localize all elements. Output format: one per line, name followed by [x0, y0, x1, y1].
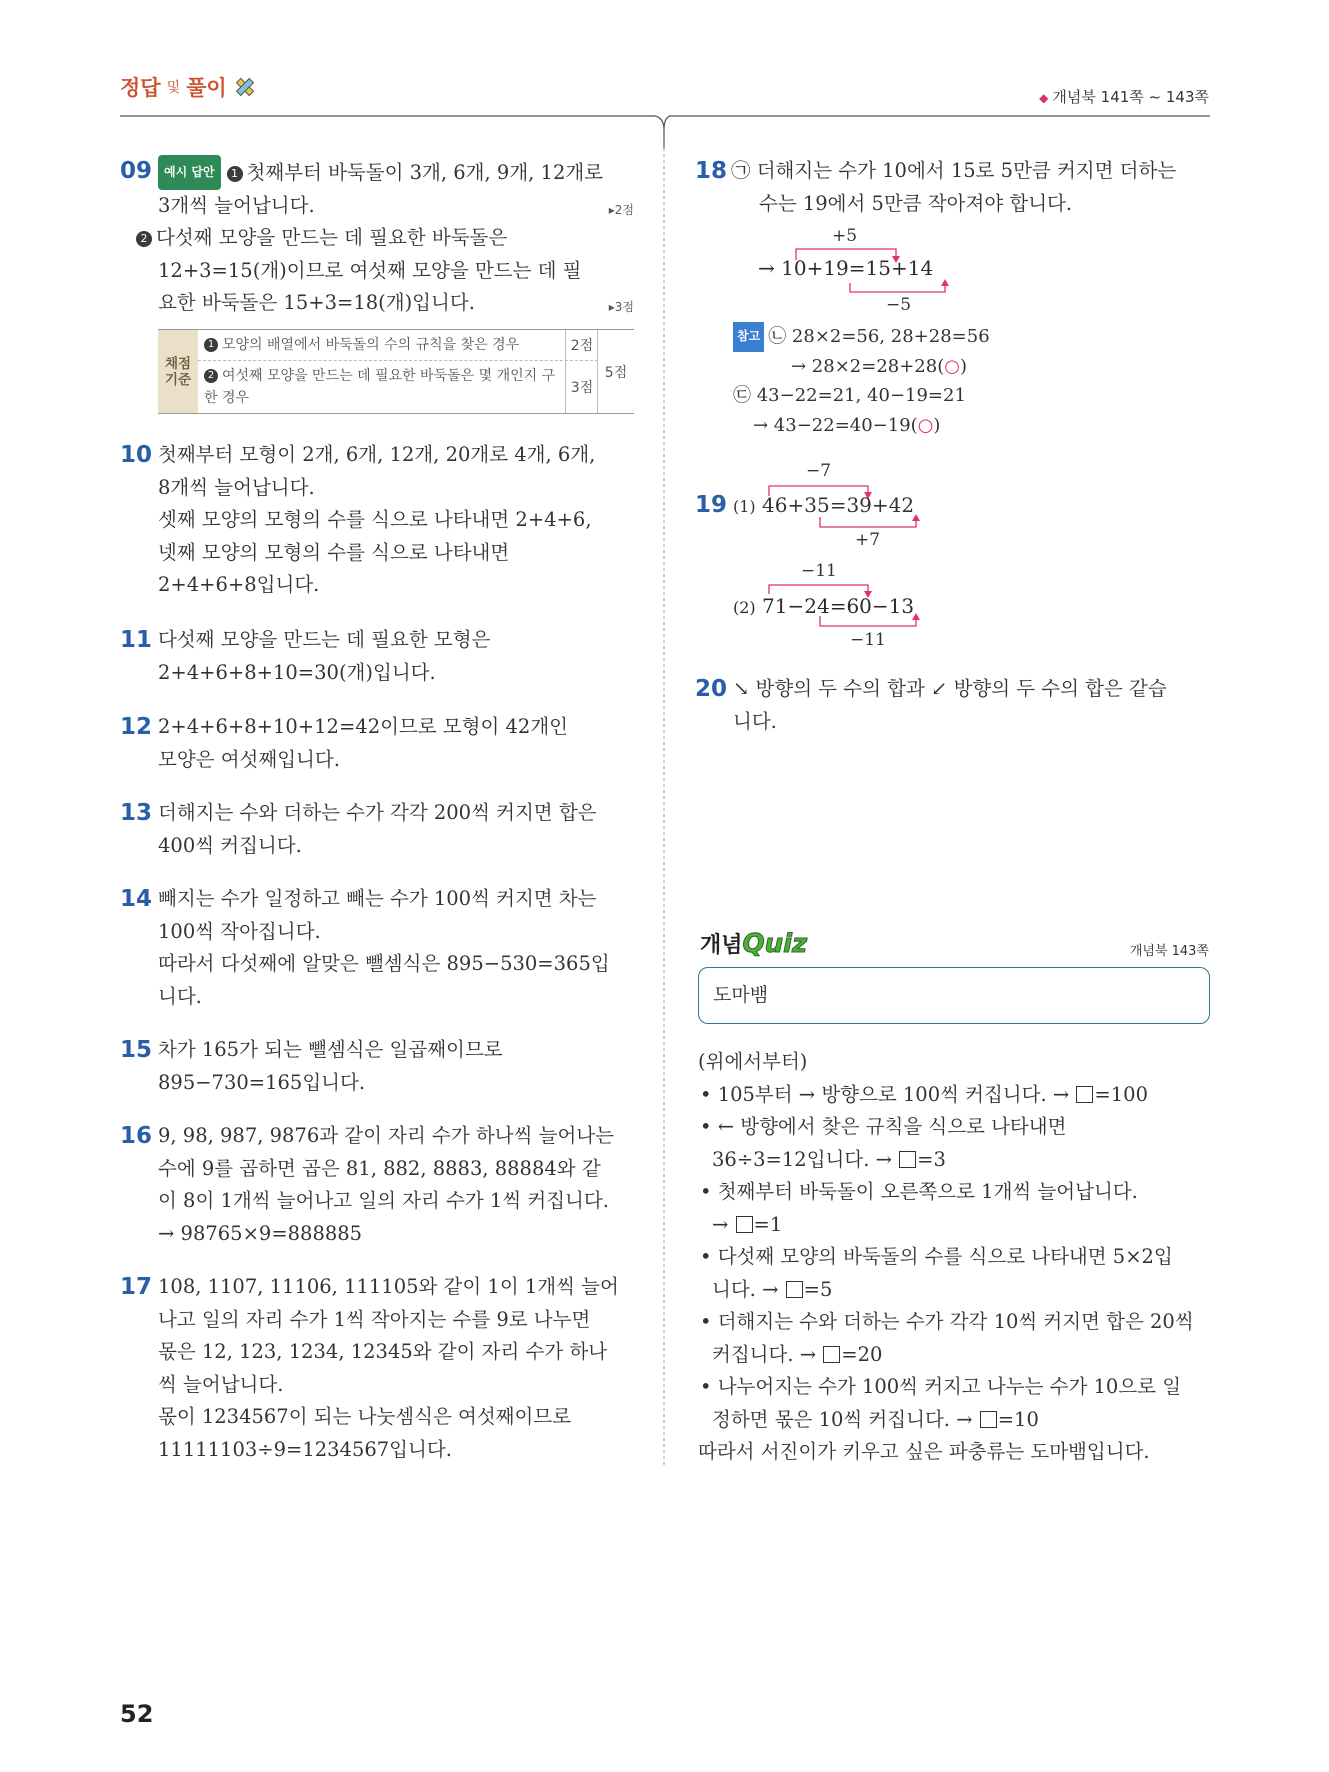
answer-line: 셋째 모양의 모형의 수를 식으로 나타내면 2+4+6, [158, 508, 592, 531]
answer-line: 9, 98, 987, 9876과 같이 자리 수가 하나씩 늘어나는 [158, 1124, 614, 1147]
change-label: +7 [855, 530, 881, 550]
note-line: → 28×2=28+28( [791, 355, 945, 377]
answer-line: 895−730=165입니다. [158, 1070, 366, 1094]
question-number: 13 [120, 800, 153, 826]
question-number: 09 [120, 158, 153, 184]
change-label: −7 [806, 461, 832, 481]
answer-line: 첫째부터 모형이 2개, 6개, 12개, 20개로 4개, 6개, [158, 443, 596, 466]
quiz-item: • 나누어지는 수가 100씩 커지고 나누는 수가 10으로 일 [700, 1375, 1182, 1398]
step-marker: 1 [227, 166, 243, 182]
answer-line: 8개씩 늘어납니다. [158, 475, 315, 499]
answer-line: 씩 늘어납니다. [158, 1372, 284, 1396]
question-19 [695, 489, 1211, 524]
change-label: −11 [850, 630, 886, 650]
answer-line: 니다. [158, 984, 202, 1008]
quiz-item: • 105부터 → 방향으로 100씩 커집니다. → =100 [700, 1082, 1148, 1106]
note-line: → 43−22=40−19( [753, 414, 918, 436]
quiz-item: • 다섯째 모양의 바둑돌의 수를 식으로 나타내면 5×2입 [700, 1245, 1173, 1268]
step-marker: 2 [204, 369, 218, 383]
step-marker: 2 [136, 231, 152, 247]
grading-points: 3점 [565, 361, 598, 413]
answer-line: 첫째부터 바둑돌이 3개, 6개, 9개, 12개로 [246, 161, 604, 184]
answer-line: 요한 바둑돌은 15+3=18(개)입니다. [158, 291, 475, 314]
part-label: (1) [733, 497, 756, 516]
equation: 71−24=60−13 [762, 594, 915, 618]
quiz-item: 니다. → =5 [712, 1277, 833, 1301]
quiz-item: • 첫째부터 바둑돌이 오른쪽으로 1개씩 늘어납니다. [700, 1180, 1138, 1203]
blank-box-icon [786, 1281, 803, 1298]
answer-line: 이 8이 1개씩 늘어나고 일의 자리 수가 1씩 커집니다. [158, 1189, 609, 1212]
answer-line: 모양은 여섯째입니다. [158, 747, 340, 771]
question-number: 20 [695, 676, 728, 702]
grading-points: 2점 [565, 330, 598, 360]
item-marker: ㉠ [731, 159, 751, 182]
question-number: 15 [120, 1037, 153, 1063]
equation: 10+19=15+14 [781, 256, 934, 280]
blank-box-icon [980, 1411, 997, 1428]
note-line: ㉢ 43−22=21, 40−19=21 [733, 385, 966, 406]
grading-criterion: 모양의 배열에서 바둑돌의 수의 규칙을 찾은 경우 [222, 337, 520, 353]
quiz-conclusion: 따라서 서진이가 키우고 싶은 파충류는 도마뱀입니다. [698, 1440, 1150, 1463]
note-close: ) [933, 414, 941, 436]
answer-line: 수에 9를 곱하면 곱은 81, 882, 8883, 88884와 같 [158, 1156, 601, 1180]
brand-part1: 정답 [120, 76, 161, 100]
question-number: 12 [120, 714, 153, 740]
answer-line: 니다. [733, 709, 777, 733]
change-label: −11 [801, 561, 837, 581]
check-mark: ○ [944, 355, 960, 377]
answer-line: 차가 165가 되는 뺄셈식은 일곱째이므로 [158, 1038, 503, 1061]
answer-line: 수는 19에서 5만큼 작아져야 합니다. [759, 191, 1073, 215]
grading-total: 5점 [597, 330, 634, 413]
answer-line: 12+3=15(개)이므로 여섯째 모양을 만드는 데 필 [158, 258, 582, 282]
example-answer-tag: 예시 답안 [158, 155, 221, 190]
quiz-explanation [698, 1046, 1213, 1469]
change-label: −5 [886, 295, 912, 315]
quiz-item: → =1 [712, 1212, 783, 1236]
question-number: 14 [120, 886, 153, 912]
answer-line: 몫은 12, 123, 1234, 12345와 같이 자리 수가 하나 [158, 1340, 608, 1363]
answer-line: 100씩 작아집니다. [158, 919, 321, 943]
answer-line: 빼지는 수가 일정하고 빼는 수가 100씩 커지면 차는 [158, 887, 597, 910]
answer-line: 3개씩 늘어납니다. [158, 193, 315, 217]
answer-line: 더해지는 수와 더하는 수가 각각 200씩 커지면 합은 [158, 801, 597, 824]
blank-box-icon [823, 1346, 840, 1363]
quiz-title-prefix: 개념 [700, 933, 743, 958]
check-mark: ○ [917, 414, 934, 436]
quiz-item: 커집니다. → =20 [712, 1342, 883, 1366]
answer-line: → 98765×9=888885 [158, 1221, 363, 1245]
q19-part2 [733, 590, 914, 624]
quiz-title-word: Quiz [742, 929, 808, 959]
answer-line: 몫이 1234567이 되는 나눗셈식은 여섯째이므로 [158, 1405, 572, 1428]
answer-line: 2+4+6+8+10+12=42이므로 모형이 42개인 [158, 715, 569, 738]
points-label: ▸3점 [608, 300, 634, 314]
page-reference: ◆ 개념북 141쪽 ~ 143쪽 [1039, 88, 1209, 106]
question-number: 18 [695, 158, 728, 184]
note-tag: 참고 [733, 322, 764, 352]
answer-line: 108, 1107, 11106, 111105와 같이 1이 1개씩 늘어 [158, 1275, 619, 1298]
question-number: 17 [120, 1274, 153, 1300]
answer-line: 다섯째 모양을 만드는 데 필요한 바둑돌은 [156, 226, 508, 249]
brand-part2: 및 [166, 80, 181, 96]
question-number: 11 [120, 627, 153, 653]
part-label: (2) [733, 598, 756, 617]
quiz-reference: 개념북 143쪽 [1129, 944, 1209, 959]
blank-box-icon [899, 1151, 916, 1168]
question-number: 16 [120, 1123, 153, 1149]
answer-line: 다섯째 모양을 만드는 데 필요한 모형은 [158, 628, 491, 651]
equation: 46+35=39+42 [762, 493, 915, 517]
quiz-answer-box: 도마뱀 [698, 967, 1210, 1024]
quiz-title [700, 928, 807, 959]
quiz-item: 정하면 몫은 10씩 커집니다. → =10 [712, 1407, 1039, 1431]
quiz-item: • 더해지는 수와 더하는 수가 각각 10씩 커지면 합은 20씩 [700, 1310, 1194, 1333]
blank-box-icon [736, 1216, 753, 1233]
answer-line: 2+4+6+8입니다. [158, 573, 320, 596]
grading-criterion: 여섯째 모양을 만드는 데 필요한 바둑돌은 몇 개인지 구한 경우 [204, 368, 556, 406]
diamond-icon: ◆ [1039, 91, 1049, 105]
quiz-item: 36÷3=12입니다. → =3 [712, 1147, 946, 1171]
page-number: 52 [120, 1700, 154, 1728]
answer-line: 나고 일의 자리 수가 1씩 작아지는 수를 9로 나누면 [158, 1307, 591, 1331]
quiz-intro: (위에서부터) [698, 1050, 808, 1073]
question-number: 19 [695, 492, 728, 518]
grading-label: 채점 기준 [158, 330, 198, 413]
change-label: +5 [832, 226, 858, 246]
question-number: 10 [120, 442, 153, 468]
note-close: ) [959, 355, 967, 377]
arrow-icon: → [758, 256, 775, 280]
answer-line: ↘ 방향의 두 수의 합과 ↙ 방향의 두 수의 합은 같습 [733, 677, 1167, 700]
brand-part3: 풀이 [186, 76, 227, 100]
answer-line: 넷째 모양의 모형의 수를 식으로 나타내면 [158, 540, 510, 564]
answer-line: 더해지는 수가 10에서 15로 5만큼 커지면 더하는 [756, 159, 1177, 182]
answer-line: 11111103÷9=1234567입니다. [158, 1437, 452, 1461]
blank-box-icon [1076, 1086, 1093, 1103]
note-line: ㉡ 28×2=56, 28+28=56 [768, 326, 990, 347]
answer-line: 2+4+6+8+10=30(개)입니다. [158, 660, 436, 684]
quiz-item: • ← 방향에서 찾은 규칙을 식으로 나타내면 [700, 1115, 1067, 1138]
question-20 [695, 673, 1211, 738]
points-label: ▸2점 [608, 202, 634, 217]
answer-line: 따라서 다섯째에 알맞은 뺄셈식은 895−530=365입 [158, 952, 610, 975]
step-marker: 1 [204, 338, 218, 352]
answer-line: 400씩 커집니다. [158, 833, 302, 857]
